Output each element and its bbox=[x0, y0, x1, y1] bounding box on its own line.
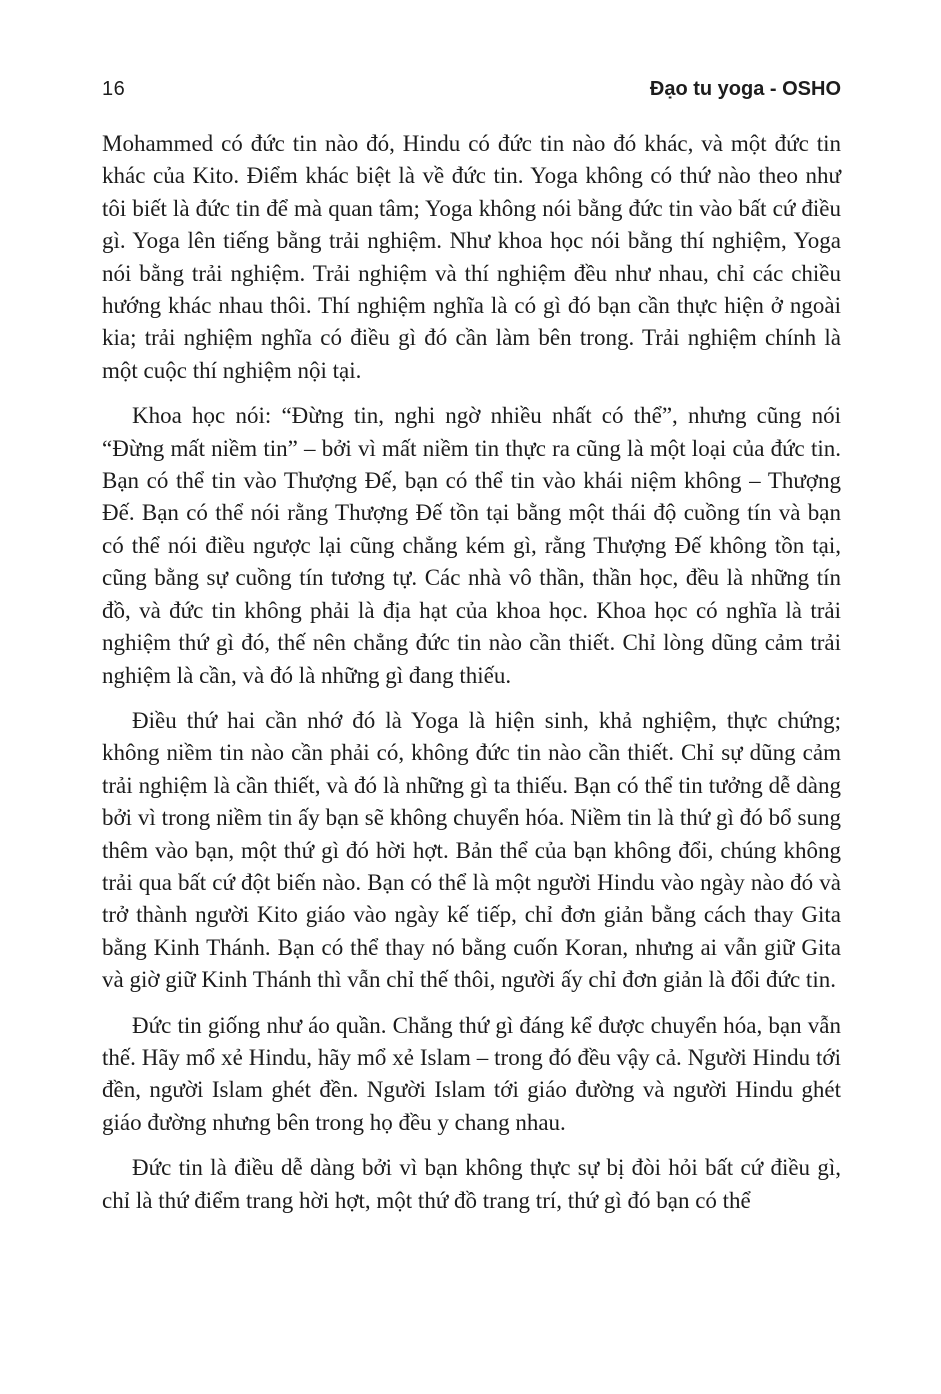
paragraph: Điều thứ hai cần nhớ đó là Yoga là hiện sinh, khả nghiệm, thực chứng; không niềm tin nào cần phải có, không đức tin nào cần thiết. Chỉ sự dũng cảm trải nghiệm là cần thiết, và đó là những gì ta thiếu. Bạn có thể tin tưởng dễ dàng bởi vì trong niềm tin ấy bạn sẽ không chuyển hóa. Niềm tin là thứ gì đó bổ sung thêm vào bạn, một thứ gì đó hời hợt. Bản thể của bạn không đổi, chúng không trải qua bất cứ đột biến nào. Bạn có thể là một người Hindu vào ngày nào đó và trở thành người Kito giáo vào ngày kế tiếp, chỉ đơn giản bằng cách thay Gita bằng Kinh Thánh. Bạn có thể thay nó bằng cuốn Koran, nhưng ai vẫn giữ Gita và giờ giữ Kinh Thánh thì vẫn chỉ thế thôi, người ấy chỉ đơn giản là đổi đức tin. bbox=[102, 707, 841, 993]
page-body bbox=[102, 128, 841, 1217]
paragraph: Đức tin là điều dễ dàng bởi vì bạn không thực sự bị đòi hỏi bất cứ điều gì, chỉ là thứ điểm trang hời hợt, một thứ đồ trang trí, thứ gì đó bạn có thể bbox=[102, 1155, 841, 1213]
paragraph: Khoa học nói: “Đừng tin, nghi ngờ nhiều nhất có thể”, nhưng cũng nói “Đừng mất niềm tin” – bởi vì mất niềm tin thực ra cũng là một loại của đức tin. Bạn có thể tin vào Thượng Đế, bạn có thể tin vào khái niệm không – Thượng Đế. Bạn có thể nói rằng Thượng Đế tồn tại bằng một thái độ cuồng tín và bạn có thể nói điều ngược lại cũng chẳng kém gì, rằng Thượng Đế không tồn tại, cũng bằng sự cuồng tín tương tự. Các nhà vô thần, thần học, đều là những tín đồ, và đức tin không phải là địa hạt của khoa học. Khoa học có nghĩa là trải nghiệm thứ gì đó, thế nên chẳng đức tin nào cần thiết. Chỉ lòng dũng cảm trải nghiệm là cần, và đó là những gì đang thiếu. bbox=[102, 403, 841, 688]
running-title: Đạo tu yoga - OSHO bbox=[649, 78, 841, 100]
page-number: 16 bbox=[102, 78, 126, 100]
paragraph: Mohammed có đức tin nào đó, Hindu có đức tin nào đó khác, và một đức tin khác của Kito. Điểm khác biệt là về đức tin. Yoga không có thứ nào theo như tôi biết là đức tin để mà quan tâm; Yoga không nói bằng đức tin vào bất cứ điều gì. Yoga lên tiếng bằng trải nghiệm. Như khoa học nói bằng thí nghiệm, Yoga nói bằng trải nghiệm. Trải nghiệm và thí nghiệm đều như nhau, chỉ các chiều hướng khác nhau thôi. Thí nghiệm nghĩa là có gì đó bạn cần thực hiện ở ngoài kia; trải nghiệm nghĩa có điều gì đó cần làm bên trong. Trải nghiệm chính là một cuộc thí nghiệm nội tại. bbox=[102, 131, 841, 383]
paragraph: Đức tin giống như áo quần. Chẳng thứ gì đáng kể được chuyển hóa, bạn vẫn thế. Hãy mổ xẻ Hindu, hãy mổ xẻ Islam – trong đó đều vậy cả. Người Hindu tới đền, người Islam ghét đền. Người Islam tới giáo đường và người Hindu ghét giáo đường nhưng bên trong họ đều y chang nhau. bbox=[102, 1012, 841, 1135]
page-header bbox=[102, 78, 841, 101]
